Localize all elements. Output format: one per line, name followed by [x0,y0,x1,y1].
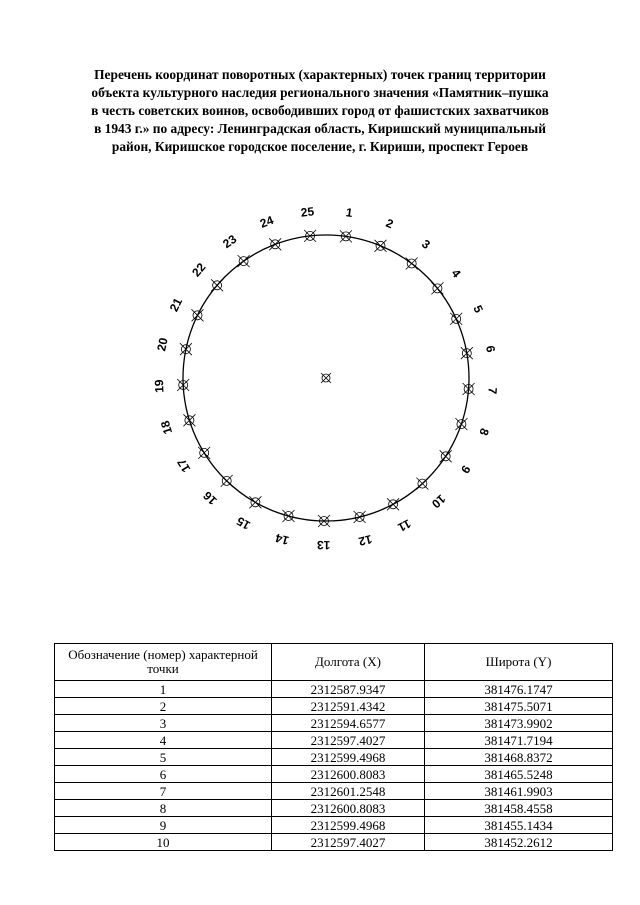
document-title [40,66,600,156]
boundary-point-label: 17 [174,456,194,475]
boundary-point-label: 20 [154,336,171,353]
boundary-point-label: 10 [428,491,449,511]
header-latitude: Широта (Y) [425,644,613,681]
cell-longitude: 2312597.4027 [272,732,425,749]
title-line: в честь советских воинов, освободивших город от фашистских захватчиков [91,103,549,118]
cell-point-number: 3 [55,715,272,732]
cell-latitude: 381465.5248 [425,766,613,783]
boundary-point-marker [183,414,195,426]
boundary-point-label: 2 [383,215,396,232]
boundary-point-label: 7 [485,386,500,395]
cell-longitude: 2312600.8083 [272,766,425,783]
boundary-point-label: 4 [448,266,464,281]
table-row [55,766,613,783]
center-marker [321,373,331,383]
header-point-number: Обозначение (номер) характерной точки [55,644,272,681]
table-row [55,834,613,851]
boundary-point-marker [406,258,418,270]
boundary-point-label: 25 [299,204,315,220]
boundary-point-marker [463,383,475,395]
title-line: объекта культурного наследия регионального значения «Памятник–пушка [91,85,549,100]
boundary-point-label: 19 [151,379,167,394]
boundary-point-label: 24 [257,212,276,231]
boundary-point-label: 21 [166,295,186,314]
boundary-diagram [0,190,640,570]
cell-point-number: 1 [55,681,272,698]
table-row [55,715,613,732]
boundary-point-marker [431,282,443,294]
boundary-point-marker [354,511,366,523]
boundary-point-marker [440,450,452,462]
table-row [55,698,613,715]
cell-longitude: 2312591.4342 [272,698,425,715]
boundary-point-label: 11 [395,516,414,535]
table-row [55,732,613,749]
boundary-point-marker [283,510,295,522]
title-line: Перечень координат поворотных (характерных) точек границ территории [94,67,546,82]
boundary-point-marker [304,230,316,242]
cell-longitude: 2312597.4027 [272,834,425,851]
cell-latitude: 381468.8372 [425,749,613,766]
boundary-point-label: 3 [419,236,433,252]
boundary-point-label: 13 [316,537,331,553]
cell-latitude: 381458.4558 [425,800,613,817]
cell-point-number: 7 [55,783,272,800]
cell-latitude: 381452.2612 [425,834,613,851]
boundary-point-label: 23 [220,231,240,252]
header-longitude: Долгота (X) [272,644,425,681]
boundary-point-marker [455,418,467,430]
boundary-point-marker [450,313,462,325]
cell-point-number: 10 [55,834,272,851]
table-row [55,800,613,817]
table-row [55,783,613,800]
cell-point-number: 8 [55,800,272,817]
table-row [55,681,613,698]
cell-point-number: 2 [55,698,272,715]
coordinates-table [54,643,613,851]
boundary-point-marker [221,475,233,487]
boundary-point-marker [192,309,204,321]
boundary-point-label: 9 [458,462,474,477]
table-row [55,817,613,834]
boundary-point-marker [375,240,387,252]
table-row [55,749,613,766]
boundary-point-marker [211,279,223,291]
boundary-point-label: 8 [476,426,492,438]
boundary-point-label: 14 [273,530,291,548]
cell-longitude: 2312594.6577 [272,715,425,732]
boundary-point-marker [387,498,399,510]
boundary-point-label: 5 [470,303,486,315]
cell-longitude: 2312600.8083 [272,800,425,817]
title-line: район, Киришское городское поселение, г. Кириши, проспект Героев [111,139,529,154]
cell-point-number: 6 [55,766,272,783]
boundary-point-marker [269,238,281,250]
cell-longitude: 2312599.4968 [272,749,425,766]
cell-latitude: 381471.7194 [425,732,613,749]
boundary-point-label: 12 [357,531,374,549]
boundary-point-marker [249,496,261,508]
cell-latitude: 381476.1747 [425,681,613,698]
cell-latitude: 381473.9902 [425,715,613,732]
cell-point-number: 4 [55,732,272,749]
cell-point-number: 9 [55,817,272,834]
cell-latitude: 381461.9903 [425,783,613,800]
boundary-point-label: 18 [157,418,176,436]
boundary-point-label: 16 [200,488,220,508]
boundary-point-marker [180,343,192,355]
boundary-point-label: 6 [483,344,498,354]
boundary-point-marker [198,447,210,459]
boundary-point-marker [318,515,330,527]
cell-latitude: 381475.5071 [425,698,613,715]
boundary-point-marker [340,230,352,242]
cell-longitude: 2312587.9347 [272,681,425,698]
cell-longitude: 2312601.2548 [272,783,425,800]
cell-longitude: 2312599.4968 [272,817,425,834]
boundary-point-marker [416,478,428,490]
title-line: в 1943 г.» по адресу: Ленинградская область, Киришский муниципальный [94,121,546,136]
boundary-point-marker [238,255,250,267]
boundary-point-label: 22 [189,260,209,280]
cell-latitude: 381455.1434 [425,817,613,834]
boundary-point-marker [461,347,473,359]
boundary-point-label: 1 [344,205,354,220]
boundary-point-label: 15 [234,513,253,533]
table-header-row [55,644,613,681]
boundary-point-marker [177,379,189,391]
cell-point-number: 5 [55,749,272,766]
